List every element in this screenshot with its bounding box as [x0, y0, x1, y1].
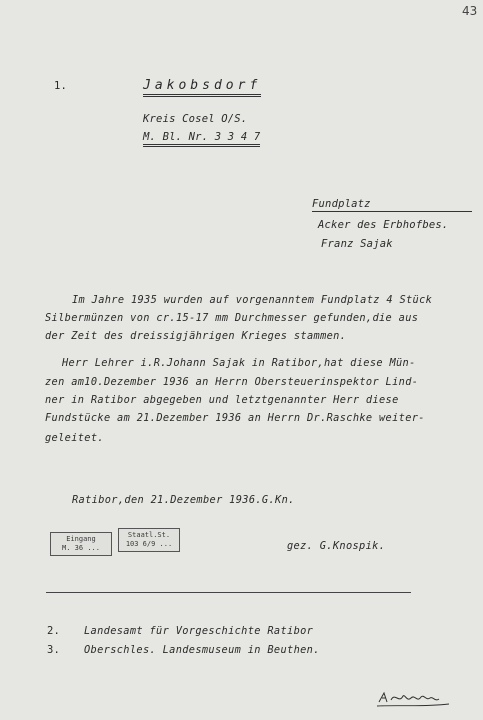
distribution-recipient: Oberschles. Landesmuseum in Beuthen.: [84, 644, 320, 656]
handwritten-signature: [375, 688, 455, 710]
receipt-stamp-line: M. 36 ...: [62, 544, 100, 552]
body-text-line: ner in Ratibor abgegeben und letztgenannter Herr diese: [45, 394, 399, 406]
map-sheet-number: M. Bl. Nr. 3 3 4 7: [143, 131, 260, 147]
fundplatz-heading-wrap: [312, 198, 470, 210]
distribution-number: 3.: [47, 644, 61, 656]
fundplatz-owner-2: Franz Sajak: [321, 238, 393, 250]
body-text-line: Im Jahre 1935 wurden auf vorgenanntem Fundplatz 4 Stück: [72, 294, 433, 306]
fundplatz-owner-1: Acker des Erbhofbes.: [318, 219, 449, 231]
archive-stamp: [118, 528, 180, 552]
archive-stamp-line: Staatl.St.: [127, 531, 171, 539]
item-number: 1.: [54, 80, 68, 92]
divider-line: [46, 592, 411, 593]
body-text-line: Silbermünzen von cr.15-17 mm Durchmesser gefunden,die aus: [45, 312, 419, 324]
typed-signature: gez. G.Knospik.: [287, 540, 386, 552]
receipt-stamp-line: Eingang: [66, 535, 96, 543]
fundplatz-heading: Fundplatz: [312, 198, 371, 210]
archive-stamp-line: 103 6/9 ...: [125, 540, 173, 548]
body-text-line: Herr Lehrer i.R.Johann Sajak in Ratibor,hat diese Mün-: [62, 357, 416, 369]
body-text-line: der Zeit des dreissigjährigen Krieges stammen.: [45, 330, 347, 342]
dateline: Ratibor,den 21.Dezember 1936.G.Kn.: [72, 494, 295, 506]
district: Kreis Cosel O/S.: [143, 113, 248, 125]
body-text-line: Fundstücke am 21.Dezember 1936 an Herrn Dr.Raschke weiter-: [45, 412, 425, 424]
place-name: Jakobsdorf: [143, 78, 261, 97]
body-text-line: zen am10.Dezember 1936 an Herrn Obersteuerinspektor Lind-: [45, 376, 419, 388]
fundplatz-rule: [312, 211, 472, 212]
distribution-recipient: Landesamt für Vorgeschichte Ratibor: [84, 625, 314, 637]
body-text-line: geleitet.: [45, 432, 104, 444]
receipt-stamp: [50, 532, 112, 556]
page-number: 43: [462, 4, 478, 18]
distribution-number: 2.: [47, 625, 61, 637]
